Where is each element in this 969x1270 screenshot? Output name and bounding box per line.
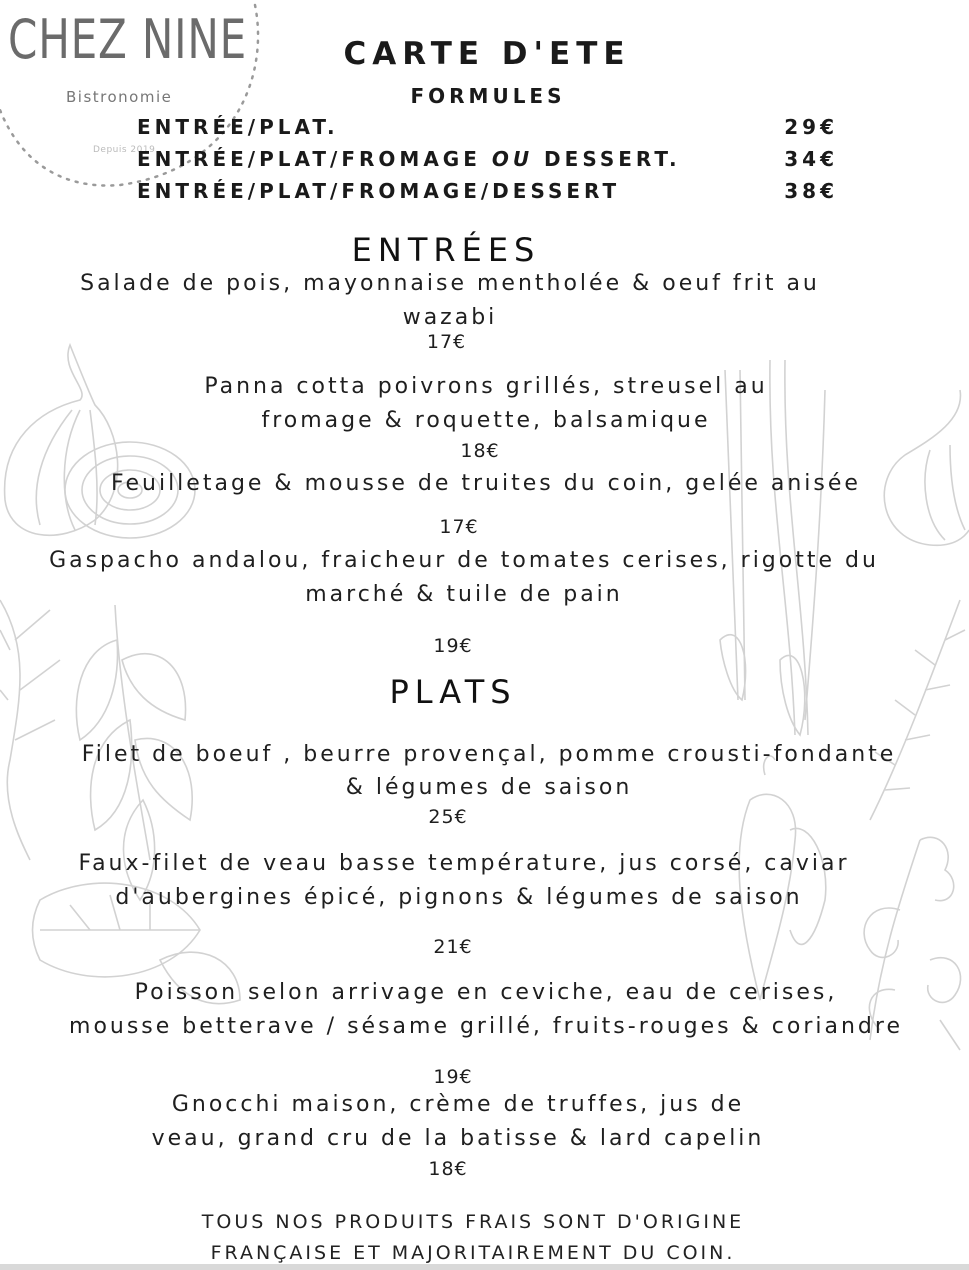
footer-note: FRANÇAISE ET MAJORITAIREMENT DU COIN. — [210, 1242, 736, 1264]
formule-price: 34€ — [784, 147, 838, 171]
page-bottom-divider — [0, 1264, 969, 1270]
dish-description: wazabi — [402, 305, 498, 330]
restaurant-logo-name: CHEZ NINE — [8, 8, 248, 71]
section-title-plats: PLATS — [389, 673, 517, 711]
section-title-entrees: ENTRÉES — [351, 231, 541, 269]
formule-label-emphasis: OU — [491, 147, 534, 171]
dish-description: Salade de pois, mayonnaise mentholée & oeuf frit au — [80, 271, 820, 296]
dish-description: Panna cotta poivrons grillés, streusel au — [204, 374, 768, 399]
formule-label: ENTRÉE/PLAT/FROMAGE/DESSERT — [137, 179, 621, 203]
dish-description: marché & tuile de pain — [305, 582, 623, 607]
formules-title: FORMULES — [410, 84, 566, 108]
footer-note: TOUS NOS PRODUITS FRAIS SONT D'ORIGINE — [201, 1211, 745, 1233]
dish-price: 17€ — [439, 516, 479, 538]
formule-price: 29€ — [784, 115, 838, 139]
dish-description: Gnocchi maison, crème de truffes, jus de — [171, 1092, 745, 1117]
dish-price: 18€ — [460, 440, 500, 462]
formule-label — [137, 147, 681, 171]
formule-price: 38€ — [784, 179, 838, 203]
dish-description: Gaspacho andalou, fraicheur de tomates cerises, rigotte du — [49, 548, 879, 573]
dish-description: Feuilletage & mousse de truites du coin, gelée anisée — [111, 471, 861, 496]
dish-price: 18€ — [428, 1158, 468, 1180]
dish-description: & légumes de saison — [345, 775, 633, 800]
dish-price: 19€ — [433, 1066, 473, 1088]
dish-price: 25€ — [428, 806, 468, 828]
formule-label: ENTRÉE/PLAT. — [137, 115, 339, 139]
restaurant-logo-tagline: Bistronomie — [66, 88, 173, 106]
formule-label-part: ENTRÉE/PLAT/FROMAGE — [137, 147, 492, 171]
dish-description: Filet de boeuf , beurre provençal, pomme crousti-fondante — [81, 742, 897, 767]
dish-description: mousse betterave / sésame grillé, fruits-rouges & coriandre — [69, 1014, 903, 1039]
dish-price: 21€ — [433, 936, 473, 958]
restaurant-logo-since: Depuis 2019 — [93, 145, 156, 155]
dish-price: 19€ — [433, 635, 473, 657]
dish-description: fromage & roquette, balsamique — [261, 408, 711, 433]
dish-description: Poisson selon arrivage en ceviche, eau de cerises, — [134, 980, 838, 1005]
dish-description: veau, grand cru de la batisse & lard capelin — [151, 1126, 765, 1151]
dish-description: d'aubergines épicé, pignons & légumes de saison — [115, 885, 803, 910]
menu-title: CARTE D'ETE — [343, 36, 631, 72]
dish-price: 17€ — [426, 331, 467, 353]
formule-label-part: DESSERT. — [533, 147, 681, 171]
dish-description: Faux-filet de veau basse température, jus corsé, caviar — [78, 851, 850, 876]
